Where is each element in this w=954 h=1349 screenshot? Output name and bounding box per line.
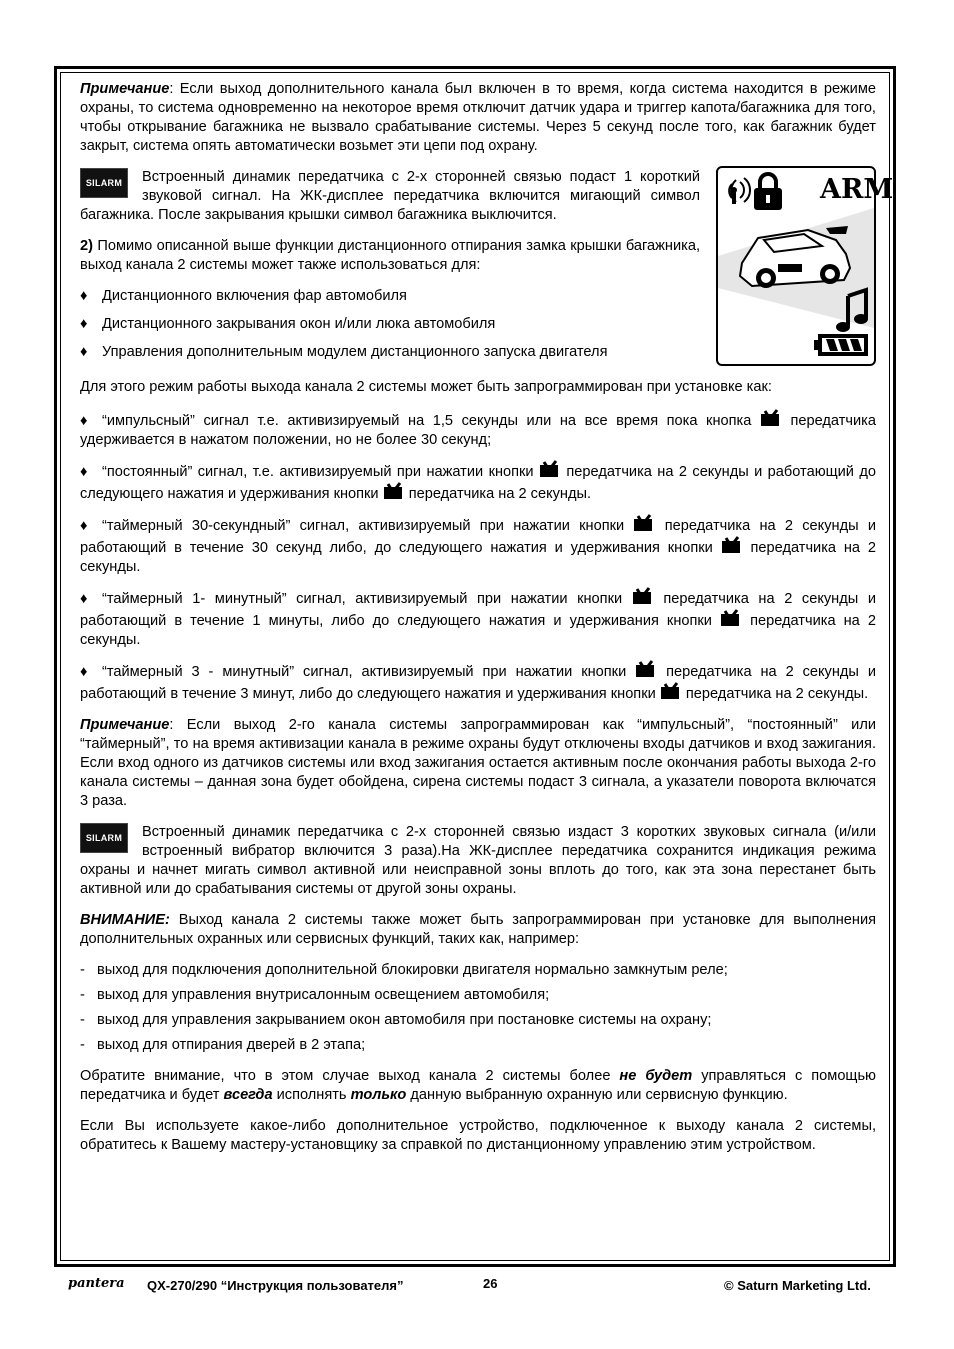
silarm-text: Встроенный динамик передатчика с 2-х сторонней связью издаст 3 коротких звуковых сигнала (и/или встроенный вибратор включится 3 раза).На ЖК-дисплее передатчика сохранится индикация режима охраны и начнет мигать символ активной или неисправной зоны вплоть до того, как эта зона перестанет быть активной или до срабатывания системы от другой зоны охраны. bbox=[80, 824, 876, 897]
pantera-logo: pantera bbox=[68, 1276, 125, 1291]
note-text: : Если выход 2-го канала системы запрограммирован как “импульсный”, “постоянный” или “таймерный”, то на время активизации канала в режиме охраны будут отключены входы датчиков и вход зажигания. Если вход одного из датчиков системы или вход зажигания остается активным после окончания работы выхода 2-го канала системы – данная зона будет обойдена, сирена системы подаст 3 сигнала, а указатели поворота включатся 3 раза. bbox=[80, 717, 876, 809]
silarm-text: Встроенный динамик передатчика с 2-х сторонней связью подаст 1 короткий звуковой сигнал. На ЖК-дисплее передатчика включится мигающий символ багажника. После закрывания крышки символ багажника выключится. bbox=[80, 169, 700, 223]
note-text: : Если выход дополнительного канала был включен в то время, когда система находится в режиме охраны, то система одновременно на некоторое время отключит датчик удара и триггер капота/багажника для того, чтобы открывание багажника не вызвало срабатывание системы. Через 5 секунд после того, как багажник будет закрыт, система опять автоматически возьмет эти цепи под охрану. bbox=[80, 81, 876, 154]
mode-item: ♦ “таймерный 1- минутный” сигнал, активизируемый при нажатии кнопки передатчика на 2 секунды и работающий в течение 1 минуты, либо до следующего нажатия и удерживания кнопки передатчика на 2 секунды. bbox=[80, 587, 876, 650]
note-label: Примечание bbox=[80, 81, 170, 97]
trunk-button-icon bbox=[632, 587, 654, 605]
trunk-button-icon bbox=[383, 482, 405, 500]
mode-item: ♦ “постоянный” сигнал, т.е. активизируемый при нажатии кнопки передатчика на 2 секунды и работающий до следующего нажатия и удерживания кнопки передатчика на 2 секунды. bbox=[80, 460, 876, 504]
notice-paragraph: Обратите внимание, что в этом случае выход канала 2 системы более не будет управляться с помощью передатчика и будет всегда исполнять только данную выбранную охранную или сервисную функцию. bbox=[80, 1068, 876, 1103]
trunk-button-icon bbox=[633, 514, 655, 532]
list-item: ♦ Дистанционного закрывания окон и/или люка автомобиля bbox=[80, 316, 496, 332]
silarm-icon: SILARM bbox=[80, 168, 128, 198]
trunk-button-icon bbox=[660, 682, 682, 700]
modes-intro: Для этого режим работы выхода канала 2 системы может быть запрограммирован при установке как: bbox=[80, 379, 772, 395]
list-item: ♦ Дистанционного включения фар автомобиля bbox=[80, 288, 407, 304]
copyright: © Saturn Marketing Ltd. bbox=[724, 1278, 871, 1293]
page-content bbox=[80, 80, 876, 1167]
trunk-button-icon bbox=[760, 409, 782, 427]
mode-item: ♦ “импульсный” сигнал т.е. активизируемый на 1,5 секунды или на все время пока кнопка передатчика удерживается в нажатом положении, но не более 30 секунд; bbox=[80, 409, 876, 450]
item-2-paragraph bbox=[80, 237, 700, 275]
final-paragraph: Если Вы используете какое-либо дополнительное устройство, подключенное к выходу канала 2 системы, обратитесь к Вашему мастеру-установщику за справкой по дистанционному управлению этим устройством. bbox=[80, 1118, 876, 1153]
item-text: Помимо описанной выше функции дистанционного отпирания замка крышки багажника, выход канала 2 системы может также использоваться для: bbox=[80, 238, 700, 273]
silarm-icon: SILARM bbox=[80, 823, 128, 853]
trunk-button-icon bbox=[539, 460, 561, 478]
attention-label: ВНИМАНИЕ: bbox=[80, 912, 170, 928]
mode-item: ♦ “таймерный 30-секундный” сигнал, активизируемый при нажатии кнопки передатчика на 2 секунды и работающий в течение 30 секунд либо, до следующего нажатия и удерживания кнопки передатчика на 2 секунды. bbox=[80, 514, 876, 577]
trunk-button-icon bbox=[635, 660, 657, 678]
footer-title: QX-270/290 “Инструкция пользователя” bbox=[147, 1278, 404, 1293]
list-item: - выход для подключения дополнительной блокировки двигателя нормально замкнутым реле; bbox=[80, 962, 728, 978]
trunk-button-icon bbox=[720, 609, 742, 627]
list-item: ♦ Управления дополнительным модулем дистанционного запуска двигателя bbox=[80, 344, 608, 360]
list-item: - выход для управления закрыванием окон автомобиля при постановке системы на охрану; bbox=[80, 1012, 712, 1028]
list-item: - выход для отпирания дверей в 2 этапа; bbox=[80, 1037, 366, 1053]
mode-item: ♦ “таймерный 3 - минутный” сигнал, активизируемый при нажатии кнопки передатчика на 2 секунды и работающий в течение 3 минут, либо до следующего нажатия и удерживания кнопки передатчика на 2 секунды. bbox=[80, 660, 876, 704]
trunk-button-icon bbox=[721, 536, 743, 554]
list-item: - выход для управления внутрисалонным освещением автомобиля; bbox=[80, 987, 550, 1003]
silarm-paragraph-2 bbox=[80, 823, 876, 899]
item-number: 2) bbox=[80, 238, 93, 254]
note-paragraph-2 bbox=[80, 716, 876, 811]
page-number: 26 bbox=[483, 1276, 498, 1291]
note-label: Примечание bbox=[80, 717, 170, 733]
note-paragraph-1 bbox=[80, 80, 876, 156]
attention-paragraph: ВНИМАНИЕ: Выход канала 2 системы также может быть запрограммирован при установке для выполнения дополнительных охранных или сервисных функций, таких как, например: bbox=[80, 912, 876, 947]
lcd-arm-label: ARM bbox=[820, 174, 894, 205]
silarm-paragraph-1 bbox=[80, 168, 700, 225]
